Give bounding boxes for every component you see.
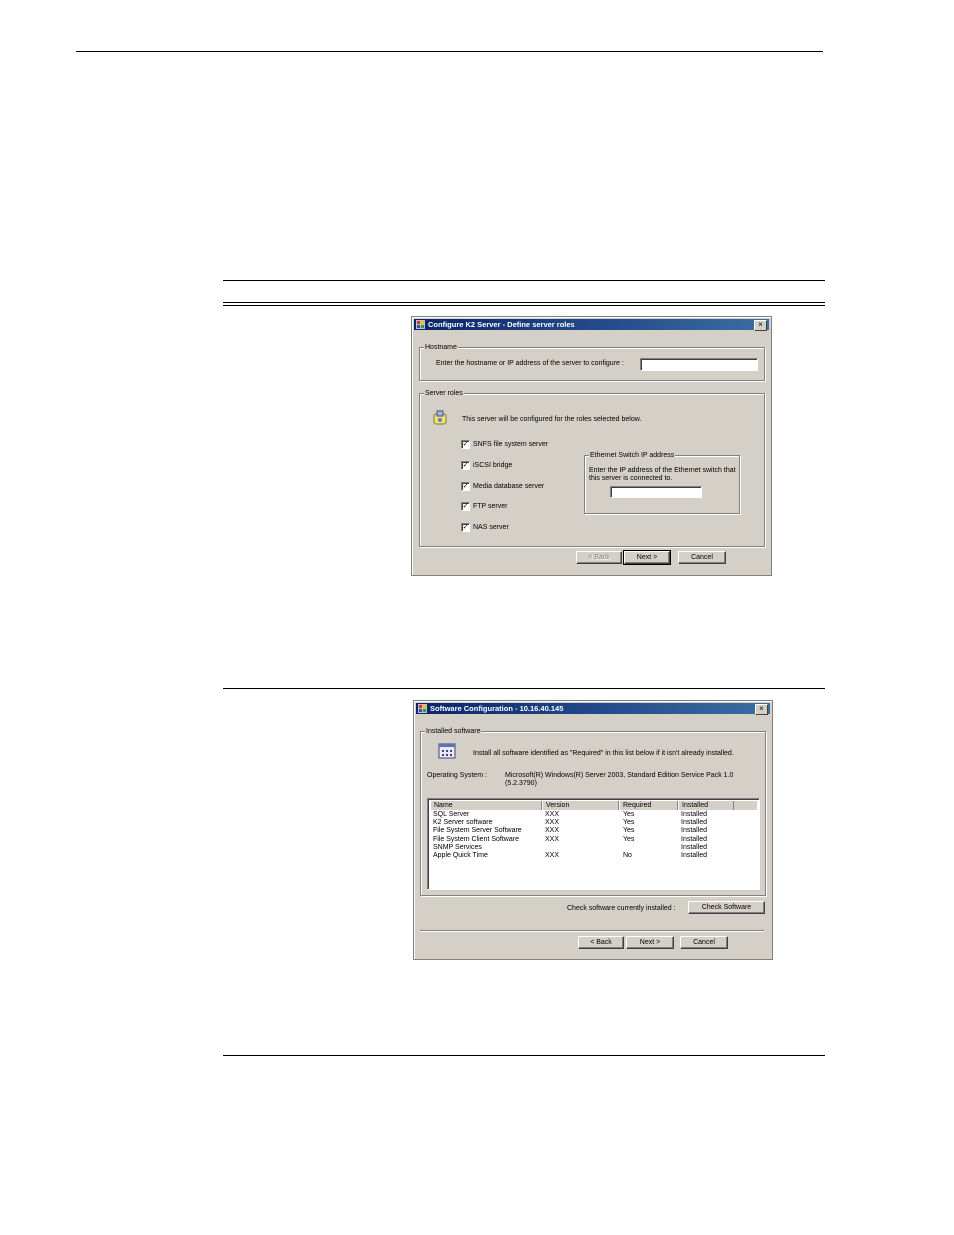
nas-label: NAS server [473, 524, 509, 531]
installed-software-group [420, 728, 766, 896]
software-configuration-dialog [413, 700, 773, 960]
cell-version: XXX [545, 835, 560, 843]
column-header-required[interactable]: Required [619, 801, 678, 810]
cell-version: XXX [545, 827, 560, 835]
cell-name: K2 Server software [433, 819, 493, 827]
check-software-prompt: Check software currently installed : [567, 905, 676, 912]
check-software-button[interactable]: Check Software [688, 901, 765, 914]
table-row[interactable] [430, 852, 757, 860]
hostname-input[interactable] [640, 358, 758, 371]
cell-required: Yes [623, 819, 635, 827]
cell-installed: Installed [681, 819, 708, 827]
hostname-group [419, 344, 765, 381]
button-separator [420, 930, 764, 932]
hostname-prompt: Enter the hostname or IP address of the server to configure : [436, 360, 624, 367]
table-header-rule-1 [223, 302, 825, 303]
media-database-label: Media database server [473, 483, 545, 490]
k2-app-icon [416, 320, 425, 329]
install-instruction: Install all software identified as "Required" in this list below if it isn't already installed. [473, 750, 734, 757]
dialog-title: Configure K2 Server - Define server roles [428, 320, 575, 329]
k2-app-icon [418, 704, 427, 713]
listview-header [430, 801, 757, 810]
dialog-titlebar [414, 319, 769, 330]
table-row[interactable] [430, 819, 757, 827]
cancel-button[interactable]: Cancel [678, 551, 726, 564]
cell-required: Yes [623, 827, 635, 835]
dialog-titlebar [416, 703, 770, 714]
server-roles-icon [432, 410, 448, 426]
os-value-line-1: Microsoft(R) Windows(R) Server 2003, Standard Edition Service Pack 1.0 [505, 772, 734, 779]
cell-name: File System Server Software [433, 827, 522, 835]
cell-name: File System Client Software [433, 835, 519, 843]
cell-version: XXX [545, 819, 560, 827]
os-label: Operating System : [427, 772, 487, 779]
column-header-name[interactable]: Name [430, 801, 542, 810]
dialog-title: Software Configuration - 10.16.40.145 [430, 704, 564, 713]
snfs-checkbox[interactable]: ✓ [462, 441, 469, 448]
cell-name: SQL Server [433, 811, 470, 818]
table-header-rule-2 [223, 305, 825, 306]
next-button[interactable]: Next > [626, 936, 674, 949]
ethernet-switch-ip-input[interactable] [610, 486, 702, 498]
cell-installed: Installed [681, 843, 708, 851]
back-button[interactable]: < Back [576, 551, 622, 564]
column-header-installed[interactable]: Installed [678, 801, 734, 810]
cell-name: SNMP Services [433, 843, 482, 851]
table-row-divider [223, 688, 825, 689]
os-value-line-2: (5.2.3790) [505, 780, 537, 787]
software-listview[interactable] [427, 798, 760, 890]
cell-name: Apple Quick Time [433, 852, 488, 859]
cell-installed: Installed [681, 811, 708, 818]
ftp-checkbox[interactable]: ✓ [462, 503, 469, 510]
define-server-roles-dialog [411, 316, 772, 576]
cell-required: Yes [623, 811, 635, 818]
iscsi-checkbox[interactable]: ✓ [462, 462, 469, 469]
table-row[interactable] [430, 811, 757, 819]
cell-version: XXX [545, 811, 560, 818]
cell-installed: Installed [681, 827, 708, 835]
media-database-checkbox[interactable]: ✓ [462, 483, 469, 490]
ethernet-switch-group [584, 452, 740, 514]
table-row[interactable] [430, 827, 757, 835]
close-icon[interactable]: × [754, 320, 767, 331]
table-row[interactable] [430, 844, 757, 852]
cell-installed: Installed [681, 835, 708, 843]
ethernet-switch-group-label: Ethernet Switch IP address [590, 452, 675, 459]
iscsi-label: iSCSI bridge [473, 462, 513, 469]
nas-checkbox[interactable]: ✓ [462, 524, 469, 531]
cell-installed: Installed [681, 852, 708, 859]
cell-required: Yes [623, 835, 635, 843]
cancel-button[interactable]: Cancel [680, 936, 728, 949]
close-icon[interactable]: × [755, 704, 768, 715]
next-button[interactable]: Next > [624, 551, 670, 564]
server-roles-group-label: Server roles [425, 390, 463, 397]
server-roles-intro: This server will be configured for the roles selected below. [462, 416, 642, 423]
ethernet-prompt-line-2: this server is connected to. [589, 475, 673, 482]
ethernet-prompt-line-1: Enter the IP address of the Ethernet switch that [589, 467, 736, 474]
installed-software-group-label: Installed software [426, 728, 481, 735]
server-roles-group [419, 390, 765, 547]
cell-version: XXX [545, 852, 560, 859]
cell-required: No [623, 852, 632, 859]
back-button[interactable]: < Back [578, 936, 624, 949]
table-bottom-rule [223, 1055, 825, 1056]
hostname-group-label: Hostname [425, 344, 457, 351]
ftp-label: FTP server [473, 503, 508, 510]
table-row[interactable] [430, 836, 757, 844]
snfs-label: SNFS file system server [473, 441, 549, 448]
table-top-rule [223, 280, 825, 281]
software-list-icon [438, 743, 456, 759]
column-header-version[interactable]: Version [542, 801, 619, 810]
page-header-rule [76, 51, 823, 52]
